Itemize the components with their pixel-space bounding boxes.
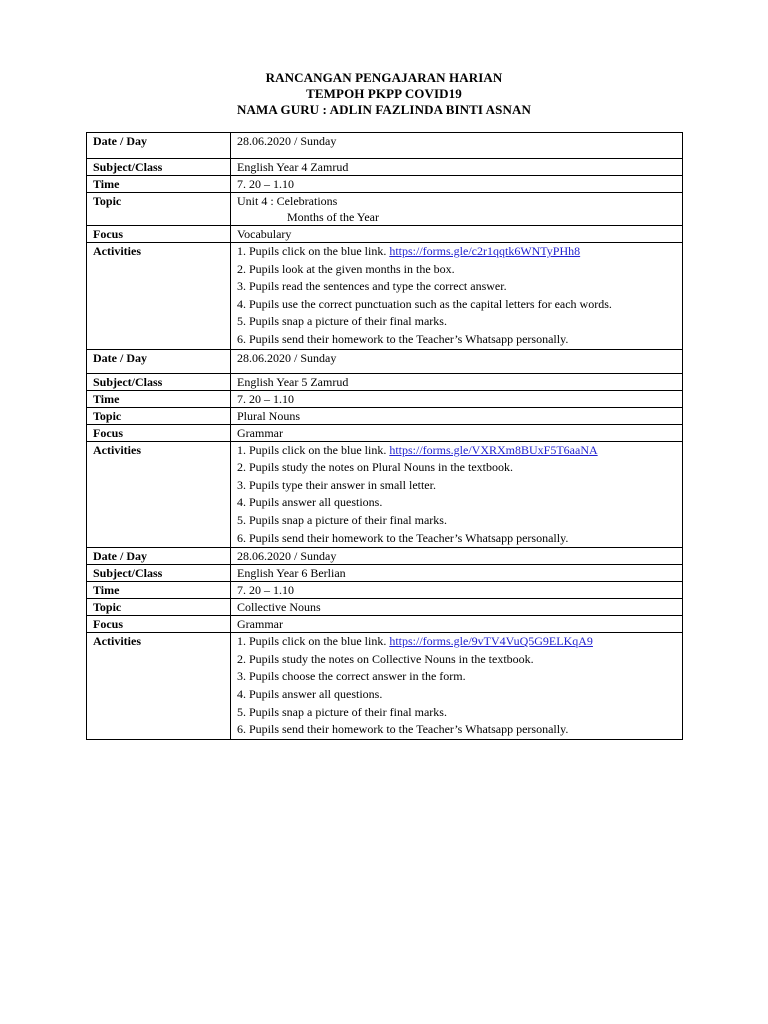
lesson-3-subject-row xyxy=(87,565,683,582)
topic-subtitle: Months of the Year xyxy=(287,210,379,224)
lesson-1-time-row xyxy=(87,176,683,193)
subject-label: Subject/Class xyxy=(87,159,231,176)
topic-label: Topic xyxy=(87,193,231,226)
activity-item: 6. Pupils send their homework to the Teacher’s Whatsapp personally. xyxy=(237,530,569,545)
activities-label: Activities xyxy=(87,633,231,740)
activity-item: 5. Pupils snap a picture of their final marks. xyxy=(237,704,447,719)
activity-item: 3. Pupils type their answer in small letter. xyxy=(237,477,436,492)
document-subtitle: TEMPOH PKPP COVID19 xyxy=(306,86,462,101)
time-label: Time xyxy=(87,582,231,599)
activity-item: 1. Pupils click on the blue link. https://forms.gle/9vTV4VuQ5G9ELKqA9 xyxy=(237,634,593,649)
activity-item: 5. Pupils snap a picture of their final marks. xyxy=(237,512,447,527)
activities-label: Activities xyxy=(87,441,231,548)
date-value: 28.06.2020 / Sunday xyxy=(231,133,683,159)
focus-label: Focus xyxy=(87,616,231,633)
subject-value: English Year 5 Zamrud xyxy=(231,373,683,390)
focus-value: Vocabulary xyxy=(231,226,683,243)
activity-item: 1. Pupils click on the blue link. https://forms.gle/VXRXm8BUxF5T6aaNA xyxy=(237,442,598,457)
subject-value: English Year 6 Berlian xyxy=(231,565,683,582)
subject-label: Subject/Class xyxy=(87,373,231,390)
lesson-1-focus-row xyxy=(87,226,683,243)
form-link[interactable]: https://forms.gle/9vTV4VuQ5G9ELKqA9 xyxy=(389,634,593,649)
subject-label: Subject/Class xyxy=(87,565,231,582)
subject-value: English Year 4 Zamrud xyxy=(231,159,683,176)
activities-list xyxy=(231,441,683,548)
topic-text: Unit 4 : Celebrations xyxy=(237,194,338,208)
focus-value: Grammar xyxy=(231,616,683,633)
document-title: RANCANGAN PENGAJARAN HARIAN xyxy=(265,70,503,85)
activity-item: 6. Pupils send their homework to the Teacher’s Whatsapp personally. xyxy=(237,722,569,737)
time-label: Time xyxy=(87,390,231,407)
activities-list xyxy=(231,243,683,350)
topic-value: Collective Nouns xyxy=(231,599,683,616)
time-value: 7. 20 – 1.10 xyxy=(231,176,683,193)
lesson-2-activities-row xyxy=(87,441,683,548)
lesson-3-focus-row xyxy=(87,616,683,633)
activity-item: 4. Pupils use the correct punctuation such as the capital letters for each words. xyxy=(237,296,612,311)
date-value: 28.06.2020 / Sunday xyxy=(231,548,683,565)
lesson-2-topic-row xyxy=(87,407,683,424)
form-link[interactable]: https://forms.gle/c2r1qqtk6WNTyPHh8 xyxy=(389,244,581,258)
lesson-2-subject-row xyxy=(87,373,683,390)
focus-label: Focus xyxy=(87,424,231,441)
activity-item: 1. Pupils click on the blue link. https://forms.gle/c2r1qqtk6WNTyPHh8 xyxy=(237,244,581,258)
activity-item: 3. Pupils read the sentences and type the correct answer. xyxy=(237,279,507,294)
lesson-1-topic-row xyxy=(87,193,683,226)
lesson-1-date-row xyxy=(87,133,683,159)
activity-item: 2. Pupils study the notes on Collective Nouns in the textbook. xyxy=(237,651,534,666)
activity-item: 6. Pupils send their homework to the Teacher’s Whatsapp personally. xyxy=(237,331,569,346)
time-value: 7. 20 – 1.10 xyxy=(231,582,683,599)
lesson-3-date-row xyxy=(87,548,683,565)
date-value: 28.06.2020 / Sunday xyxy=(231,349,683,373)
date-label: Date / Day xyxy=(87,133,231,159)
lesson-1-activities-row xyxy=(87,243,683,350)
activity-item: 2. Pupils study the notes on Plural Nouns in the textbook. xyxy=(237,460,513,475)
activity-item: 3. Pupils choose the correct answer in the form. xyxy=(237,669,466,684)
teacher-name: NAMA GURU : ADLIN FAZLINDA BINTI ASNAN xyxy=(237,102,531,117)
lesson-2-date-row xyxy=(87,349,683,373)
topic-label: Topic xyxy=(87,599,231,616)
time-label: Time xyxy=(87,176,231,193)
form-link[interactable]: https://forms.gle/VXRXm8BUxF5T6aaNA xyxy=(389,442,598,457)
lesson-1-subject-row xyxy=(87,159,683,176)
focus-value: Grammar xyxy=(231,424,683,441)
lesson-3-activities-row xyxy=(87,633,683,740)
lesson-3-time-row xyxy=(87,582,683,599)
activity-item: 5. Pupils snap a picture of their final marks. xyxy=(237,314,447,329)
lesson-2-focus-row xyxy=(87,424,683,441)
lesson-2-time-row xyxy=(87,390,683,407)
activity-item: 2. Pupils look at the given months in the box. xyxy=(237,261,455,276)
date-label: Date / Day xyxy=(87,548,231,565)
focus-label: Focus xyxy=(87,226,231,243)
activity-item: 4. Pupils answer all questions. xyxy=(237,495,383,510)
topic-label: Topic xyxy=(87,407,231,424)
lesson-plan-table xyxy=(86,132,683,740)
activities-list xyxy=(231,633,683,740)
topic-value xyxy=(231,193,683,226)
lesson-3-topic-row xyxy=(87,599,683,616)
date-label: Date / Day xyxy=(87,349,231,373)
topic-value: Plural Nouns xyxy=(231,407,683,424)
activities-label: Activities xyxy=(87,243,231,350)
document-header xyxy=(0,70,768,118)
time-value: 7. 20 – 1.10 xyxy=(231,390,683,407)
activity-item: 4. Pupils answer all questions. xyxy=(237,686,383,701)
